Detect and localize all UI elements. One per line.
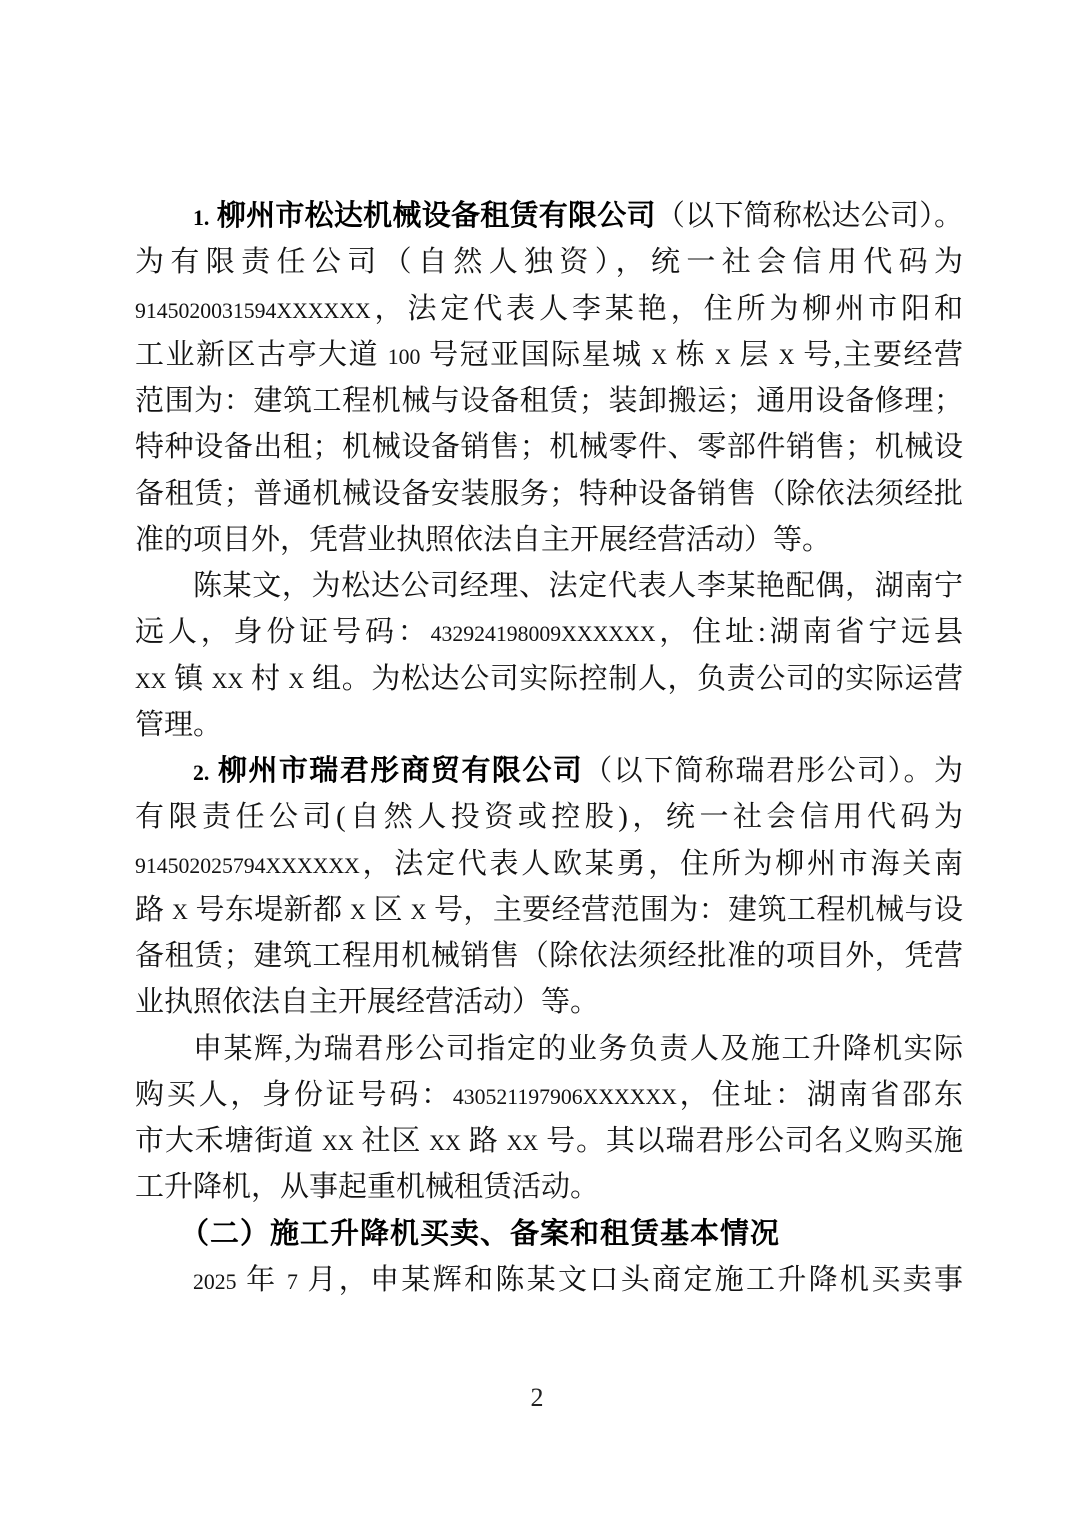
- para2-line4: [135, 702, 963, 748]
- para3-line2: [135, 794, 963, 840]
- text-segment: 特种设备出租；机械设备销售；机械零件、零部件销售；机械设: [135, 431, 963, 464]
- text-segment: 工升降机，从事起重机械租赁活动。: [135, 1171, 600, 1204]
- text-segment: 业执照依法自主开展经营活动）等。: [135, 986, 600, 1019]
- para3-line5: [135, 933, 963, 979]
- para4-line2: [135, 1072, 963, 1118]
- document-body: [135, 193, 963, 1303]
- para1-line4: [135, 332, 963, 378]
- latin-run: 2.: [193, 761, 210, 785]
- text-segment: （以下简称瑞君彤公司）。为: [583, 755, 963, 787]
- para1-line5: [135, 378, 963, 424]
- para4-line4: [135, 1164, 963, 1210]
- text-segment: 备租赁；普通机械设备安装服务；特种设备销售（除依法须经批: [135, 477, 963, 510]
- para1-line7: [135, 471, 963, 517]
- text-segment: 为有限责任公司（自然人独资），统一社会信用代码为: [135, 246, 963, 279]
- page-number: 2: [530, 1383, 544, 1412]
- latin-run: X: [172, 899, 188, 924]
- bold-text-segment: 2. 柳州市瑞君彤商贸有限公司: [193, 755, 584, 787]
- text-segment: 914502025794XXXXXX，法定代表人欧某勇，住所为柳州市海关南: [135, 847, 963, 880]
- text-segment: 远人，身份证号码：432924198009XXXXXX，住址:湖南省宁远县: [135, 616, 963, 649]
- text-segment: 购买人，身份证号码：430521197906XXXXXX，住址：湖南省邵东: [135, 1078, 963, 1111]
- latin-run: X: [715, 344, 731, 369]
- para1-line2: [135, 239, 963, 285]
- latin-run: 2025: [193, 1269, 237, 1294]
- bold-text-segment: 1. 柳州市松达机械设备租赁有限公司: [193, 200, 656, 232]
- para2-line1: [135, 563, 963, 609]
- text-segment: 备租赁；建筑工程用机械销售（除依法须经批准的项目外，凭营: [135, 940, 963, 972]
- latin-run: 432924198009XXXXXX: [430, 622, 656, 647]
- para5-line1: [135, 1257, 963, 1303]
- text-segment: 准的项目外，凭营业执照依法自主开展经营活动）等。: [135, 523, 832, 556]
- latin-run: XX: [322, 1131, 354, 1155]
- latin-run: X: [651, 344, 668, 369]
- section-heading: [135, 1211, 963, 1257]
- para3-line1: [135, 748, 963, 794]
- latin-run: 914502025794XXXXXX: [135, 853, 360, 878]
- text-segment: 有限责任公司(自然人投资或控股)，统一社会信用代码为: [135, 801, 963, 834]
- para1-line1: [135, 193, 963, 239]
- para1-line3: [135, 286, 963, 332]
- para4-line1: [135, 1026, 963, 1072]
- latin-run: XX: [135, 668, 167, 693]
- latin-run: X: [778, 344, 795, 369]
- para1-line8: [135, 517, 963, 563]
- latin-run: X: [410, 899, 427, 924]
- latin-run: 1.: [193, 206, 210, 230]
- text-segment: 市大禾塘街道 XX 社区 XX 路 XX 号。其以瑞君彤公司名义购买施: [135, 1125, 963, 1157]
- para4-line3: [135, 1118, 963, 1164]
- latin-run: XX: [211, 668, 244, 693]
- latin-run: X: [288, 668, 305, 693]
- latin-run: 9145020031594XXXXXX: [135, 298, 371, 323]
- para2-line3: [135, 656, 963, 702]
- para3-line4: [135, 887, 963, 933]
- para3-line6: [135, 979, 963, 1025]
- text-segment: 9145020031594XXXXXX，法定代表人李某艳，住所为柳州市阳和: [135, 292, 963, 325]
- bold-text-segment: （二）施工升降机买卖、备案和租赁基本情况: [180, 1217, 781, 1250]
- text-segment: 陈某文，为松达公司经理、法定代表人李某艳配偶，湖南宁: [193, 570, 963, 602]
- text-segment: 范围为：建筑工程机械与设备租赁；装卸搬运；通用设备修理；: [135, 385, 963, 417]
- latin-run: X: [350, 899, 366, 924]
- text-segment: 路 X 号东堤新都 X 区 X 号，主要经营范围为：建筑工程机械与设: [135, 893, 963, 926]
- latin-run: 100: [387, 344, 421, 369]
- text-segment: （以下简称松达公司）。: [655, 200, 963, 232]
- text-segment: 工业新区古亭大道 100 号冠亚国际星城 X 栋 X 层 X 号,主要经营: [135, 338, 963, 371]
- text-segment: 2025 年 7 月，申某辉和陈某文口头商定施工升降机买卖事: [193, 1263, 963, 1296]
- latin-run: 430521197906XXXXXX: [452, 1084, 677, 1109]
- latin-run: XX: [506, 1131, 539, 1155]
- para2-line2: [135, 609, 963, 655]
- para3-line3: [135, 841, 963, 887]
- latin-run: XX: [429, 1131, 461, 1155]
- text-segment: 申某辉,为瑞君彤公司指定的业务负责人及施工升降机实际: [193, 1032, 963, 1065]
- latin-run: 7: [286, 1269, 298, 1294]
- text-segment: 管理。: [135, 708, 223, 741]
- text-segment: XX 镇 XX 村 X 组。为松达公司实际控制人，负责公司的实际运营: [135, 662, 963, 695]
- para1-line6: [135, 424, 963, 470]
